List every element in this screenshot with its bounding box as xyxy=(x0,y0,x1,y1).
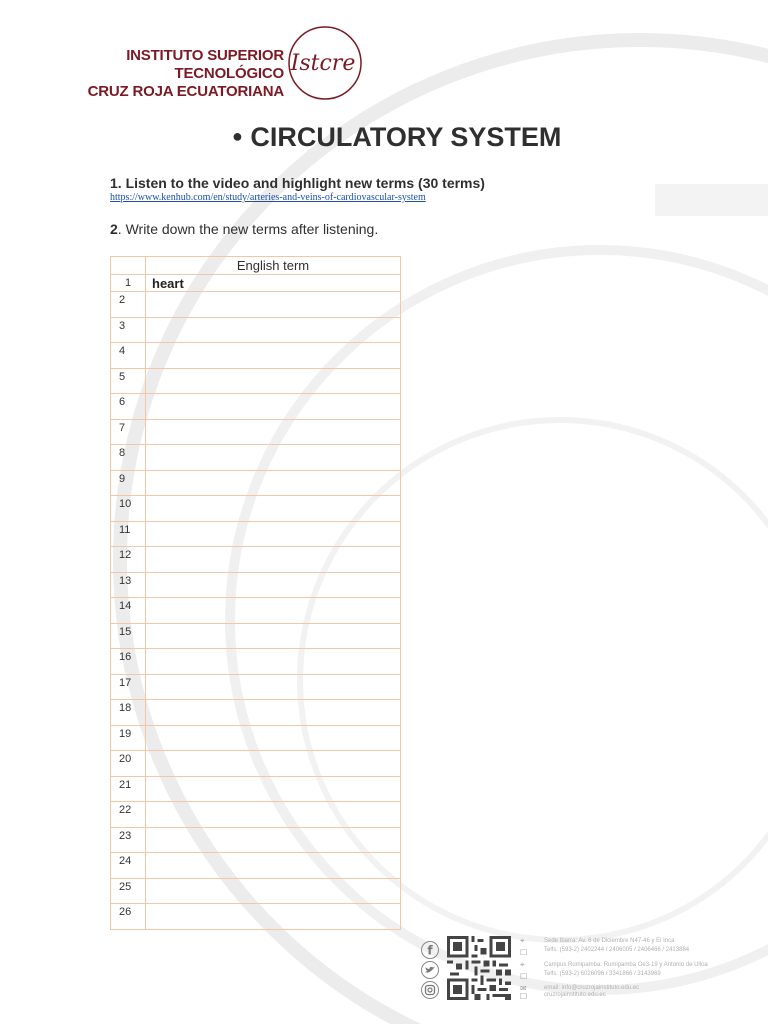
row-number: 22 xyxy=(111,802,146,828)
row-number: 7 xyxy=(111,419,146,445)
table-row xyxy=(111,275,401,292)
row-number: 26 xyxy=(111,904,146,930)
table-row xyxy=(111,598,401,624)
footer-phone-1: Telfs: (593-2) 2402244 / 2406005 / 2406466 / 2413884 xyxy=(544,947,690,953)
term-cell[interactable] xyxy=(146,547,401,573)
email-icon: ✉ xyxy=(520,984,527,993)
term-cell[interactable] xyxy=(146,725,401,751)
table-row xyxy=(111,776,401,802)
row-number: 10 xyxy=(111,496,146,522)
term-cell[interactable] xyxy=(146,343,401,369)
table-row xyxy=(111,725,401,751)
video-link[interactable]: https://www.kenhub.com/en/study/arteries-and-veins-of-cardiovascular-system xyxy=(110,192,426,203)
phone-icon: ☐ xyxy=(520,948,528,957)
term-cell[interactable] xyxy=(146,445,401,471)
instagram-icon[interactable] xyxy=(420,980,440,1000)
table-row xyxy=(111,419,401,445)
istcre-logo xyxy=(283,22,365,104)
term-cell[interactable] xyxy=(146,496,401,522)
row-number: 17 xyxy=(111,674,146,700)
table-row xyxy=(111,623,401,649)
term-cell[interactable] xyxy=(146,598,401,624)
table-row xyxy=(111,751,401,777)
instruction-2 xyxy=(110,221,378,237)
table-header-number xyxy=(111,257,146,275)
table-row xyxy=(111,496,401,522)
page-title xyxy=(232,122,561,153)
location-icon-2: ⌖ xyxy=(520,960,525,969)
table-row xyxy=(111,572,401,598)
row-number: 16 xyxy=(111,649,146,675)
row-number: 15 xyxy=(111,623,146,649)
term-cell[interactable] xyxy=(146,853,401,879)
location-icon: ⌖ xyxy=(520,936,525,945)
row-number: 25 xyxy=(111,878,146,904)
table-row xyxy=(111,292,401,318)
table-row xyxy=(111,470,401,496)
term-cell[interactable] xyxy=(146,292,401,318)
footer-email[interactable]: email: info@cruzrojainstituto.edu.ec xyxy=(544,985,640,991)
table-row xyxy=(111,878,401,904)
table-row xyxy=(111,368,401,394)
term-cell[interactable] xyxy=(146,470,401,496)
row-number: 9 xyxy=(111,470,146,496)
footer-website[interactable]: cruzrojainstituto.edu.ec xyxy=(544,992,606,998)
term-cell[interactable] xyxy=(146,674,401,700)
term-cell[interactable] xyxy=(146,649,401,675)
footer xyxy=(420,934,720,1000)
row-number: 18 xyxy=(111,700,146,726)
term-cell[interactable] xyxy=(146,394,401,420)
row-number: 23 xyxy=(111,827,146,853)
table-row xyxy=(111,700,401,726)
phone-icon-2: ☐ xyxy=(520,972,528,981)
term-cell[interactable] xyxy=(146,623,401,649)
row-number: 6 xyxy=(111,394,146,420)
qr-code-icon xyxy=(447,936,511,1000)
title-text: CIRCULATORY SYSTEM xyxy=(250,122,562,152)
logo-text: Istcre xyxy=(290,51,356,76)
term-cell[interactable] xyxy=(146,904,401,930)
table-row xyxy=(111,394,401,420)
footer-address-1: Sede Ibarra: Av. 6 de Diciembre N47-46 y El Inca xyxy=(544,938,675,944)
row-number: 19 xyxy=(111,725,146,751)
row-number: 2 xyxy=(111,292,146,318)
row-number: 24 xyxy=(111,853,146,879)
row-number: 5 xyxy=(111,368,146,394)
row-number: 12 xyxy=(111,547,146,573)
svg-text:f: f xyxy=(427,943,433,958)
table-row xyxy=(111,674,401,700)
term-cell[interactable] xyxy=(146,827,401,853)
institution-line-2: CRUZ ROJA ECUATORIANA xyxy=(87,83,284,100)
term-cell[interactable] xyxy=(146,572,401,598)
table-row xyxy=(111,521,401,547)
row-number: 20 xyxy=(111,751,146,777)
row-number: 4 xyxy=(111,343,146,369)
terms-table xyxy=(110,256,401,930)
table-row xyxy=(111,343,401,369)
table-header-english-term: English term xyxy=(146,257,401,275)
twitter-icon[interactable] xyxy=(420,960,440,980)
table-row xyxy=(111,802,401,828)
term-cell[interactable] xyxy=(146,878,401,904)
footer-address-2: Campus Rumipamba: Rumipamba Oe3-19 y Antonio de Ulloa xyxy=(544,962,708,968)
terms-table-body xyxy=(111,275,401,930)
table-row xyxy=(111,445,401,471)
table-row xyxy=(111,827,401,853)
row-number: 21 xyxy=(111,776,146,802)
term-cell[interactable] xyxy=(146,419,401,445)
term-cell[interactable] xyxy=(146,776,401,802)
table-row xyxy=(111,649,401,675)
term-cell[interactable] xyxy=(146,317,401,343)
institution-name xyxy=(29,47,284,101)
instruction-2-text: . Write down the new terms after listening. xyxy=(117,221,379,237)
footer-phone-2: Telfs: (593-2) 6026096 / 3341866 / 3143969 xyxy=(544,971,661,977)
title-bullet: ● xyxy=(232,126,243,146)
row-number: 14 xyxy=(111,598,146,624)
table-row xyxy=(111,317,401,343)
table-row xyxy=(111,853,401,879)
institution-line-1: INSTITUTO SUPERIOR TECNOLÓGICO xyxy=(126,47,284,82)
facebook-icon[interactable] xyxy=(420,940,440,960)
term-cell[interactable] xyxy=(146,751,401,777)
row-number: 8 xyxy=(111,445,146,471)
term-cell[interactable] xyxy=(146,521,401,547)
row-number: 1 xyxy=(111,275,146,292)
instruction-2-number: 2 xyxy=(110,221,118,237)
row-number: 13 xyxy=(111,572,146,598)
term-cell[interactable]: heart xyxy=(146,275,401,292)
table-row xyxy=(111,547,401,573)
row-number: 11 xyxy=(111,521,146,547)
term-cell[interactable] xyxy=(146,368,401,394)
instruction-1: 1. Listen to the video and highlight new terms (30 terms) xyxy=(110,175,485,191)
term-cell[interactable] xyxy=(146,802,401,828)
term-cell[interactable] xyxy=(146,700,401,726)
web-icon: ☐ xyxy=(520,992,528,1001)
table-row xyxy=(111,904,401,930)
row-number: 3 xyxy=(111,317,146,343)
